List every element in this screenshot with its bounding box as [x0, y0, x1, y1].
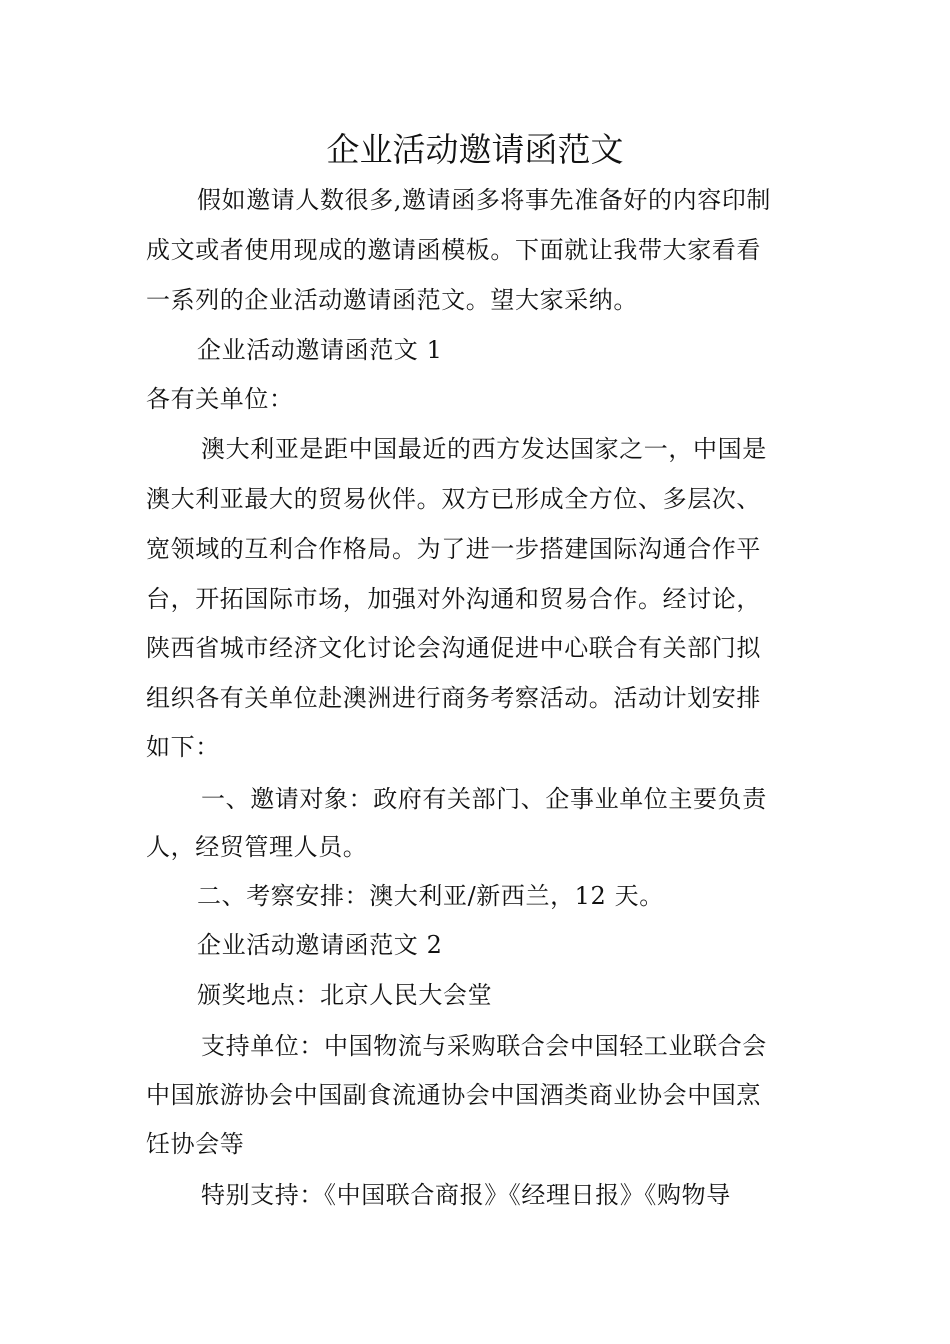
body-line: 澳大利亚最大的贸易伙伴。双方已形成全方位、多层次、 [146, 485, 761, 513]
body-line: 宽领域的互利合作格局。为了进一步搭建国际沟通合作平 [146, 535, 761, 563]
body-line: 颁奖地点：北京人民大会堂 [197, 981, 493, 1009]
body-line: 中国旅游协会中国副食流通协会中国酒类商业协会中国烹 [146, 1081, 761, 1109]
intro-line: 成文或者使用现成的邀请函模板。下面就让我带大家看看 [146, 236, 761, 264]
section-heading-1: 企业活动邀请函范文 1 [197, 336, 443, 364]
list-item-line: 人，经贸管理人员。 [146, 833, 368, 861]
body-line: 支持单位：中国物流与采购联合会中国轻工业联合会 [201, 1032, 767, 1060]
body-line: 如下： [146, 733, 220, 761]
body-line: 台，开拓国际市场，加强对外沟通和贸易合作。经讨论， [146, 585, 761, 613]
list-item-line: 一、邀请对象：政府有关部门、企事业单位主要负责 [201, 785, 767, 813]
intro-line: 一系列的企业活动邀请函范文。望大家采纳。 [146, 286, 638, 314]
body-line: 饪协会等 [146, 1130, 245, 1158]
document-title: 企业活动邀请函范文 [326, 130, 624, 169]
intro-line: 假如邀请人数很多,邀请函多将事先准备好的内容印制 [197, 186, 772, 214]
salutation: 各有关单位： [146, 385, 294, 413]
body-line: 特别支持：《中国联合商报》《经理日报》《购物导 [201, 1181, 731, 1209]
body-line: 组织各有关单位赴澳洲进行商务考察活动。活动计划安排 [146, 684, 761, 712]
list-item-line: 二、考察安排：澳大利亚/新西兰，12 天。 [197, 882, 664, 910]
body-line: 澳大利亚是距中国最近的西方发达国家之一，中国是 [201, 435, 767, 463]
section-heading-2: 企业活动邀请函范文 2 [197, 931, 443, 959]
body-line: 陕西省城市经济文化讨论会沟通促进中心联合有关部门拟 [146, 634, 761, 662]
